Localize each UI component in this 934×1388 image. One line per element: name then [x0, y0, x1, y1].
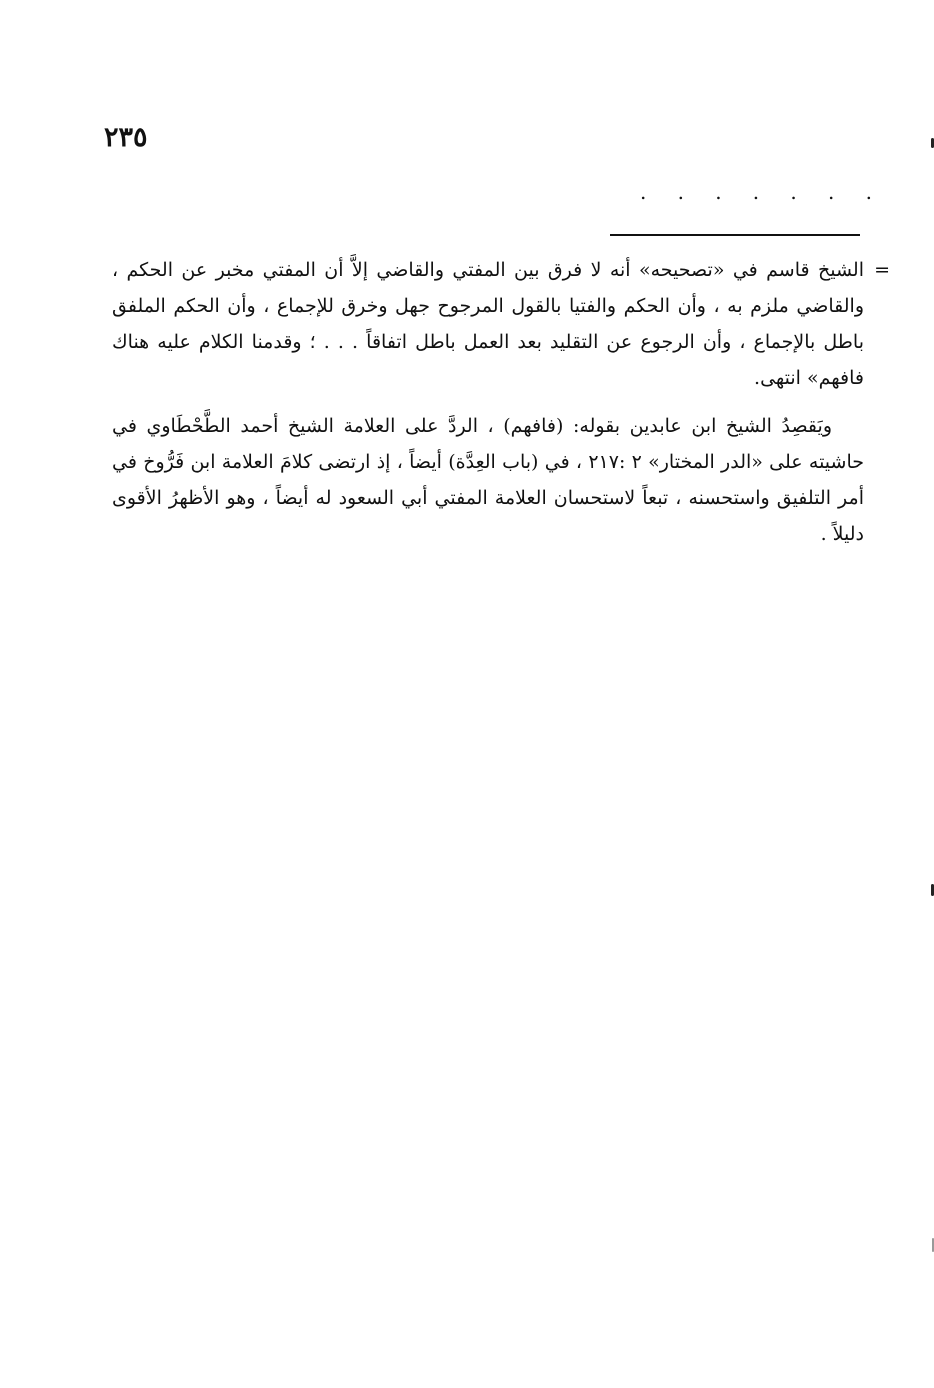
dot: . — [677, 180, 684, 204]
footnote-text: الشيخ قاسم في «تصحيحه» أنه لا فرق بين المفتي والقاضي إلاَّ أن المفتي مخبر عن الحكم ، والقاضي ملزم به ، وأن الحكم والفتيا بالقول المرجوح جهل وخرق للإجماع ، وأن الحكم الملفق باطل بالإجماع ، وأن الرجوع عن التقليد بعد العمل باطل اتفاقاً . . . ؛ وقدمنا الكلام عليه هناك فافهم» انتهى. — [112, 259, 864, 389]
body-paragraph: ويَقصِدُ الشيخ ابن عابدين بقوله: (فافهم) ، الردَّ على العلامة الشيخ أحمد الطَّحْطَاوي في حاشيته على «الدر المختار» ٢ :٢١٧ ، في (باب العِدَّة) أيضاً ، إذ ارتضى كلامَ العلامة ابن فَرُّوخ في أمر التلفيق واستحسنه ، تبعاً لاستحسان العلامة المفتي أبي السعود له أيضاً ، وهو الأظهرُ الأقوى دليلاً . — [112, 415, 864, 545]
separator-dots — [640, 182, 872, 202]
page-number: ٢٣٥ — [104, 122, 148, 153]
dot: . — [865, 180, 872, 204]
continuation-mark: = — [874, 259, 890, 281]
footnote-paragraph — [112, 252, 890, 396]
text-block — [112, 252, 890, 552]
dot: . — [640, 180, 647, 204]
dot: . — [790, 180, 797, 204]
dot: . — [827, 180, 835, 204]
footnote-divider — [610, 234, 860, 236]
dot: . — [715, 180, 722, 204]
dot: . — [752, 180, 760, 204]
